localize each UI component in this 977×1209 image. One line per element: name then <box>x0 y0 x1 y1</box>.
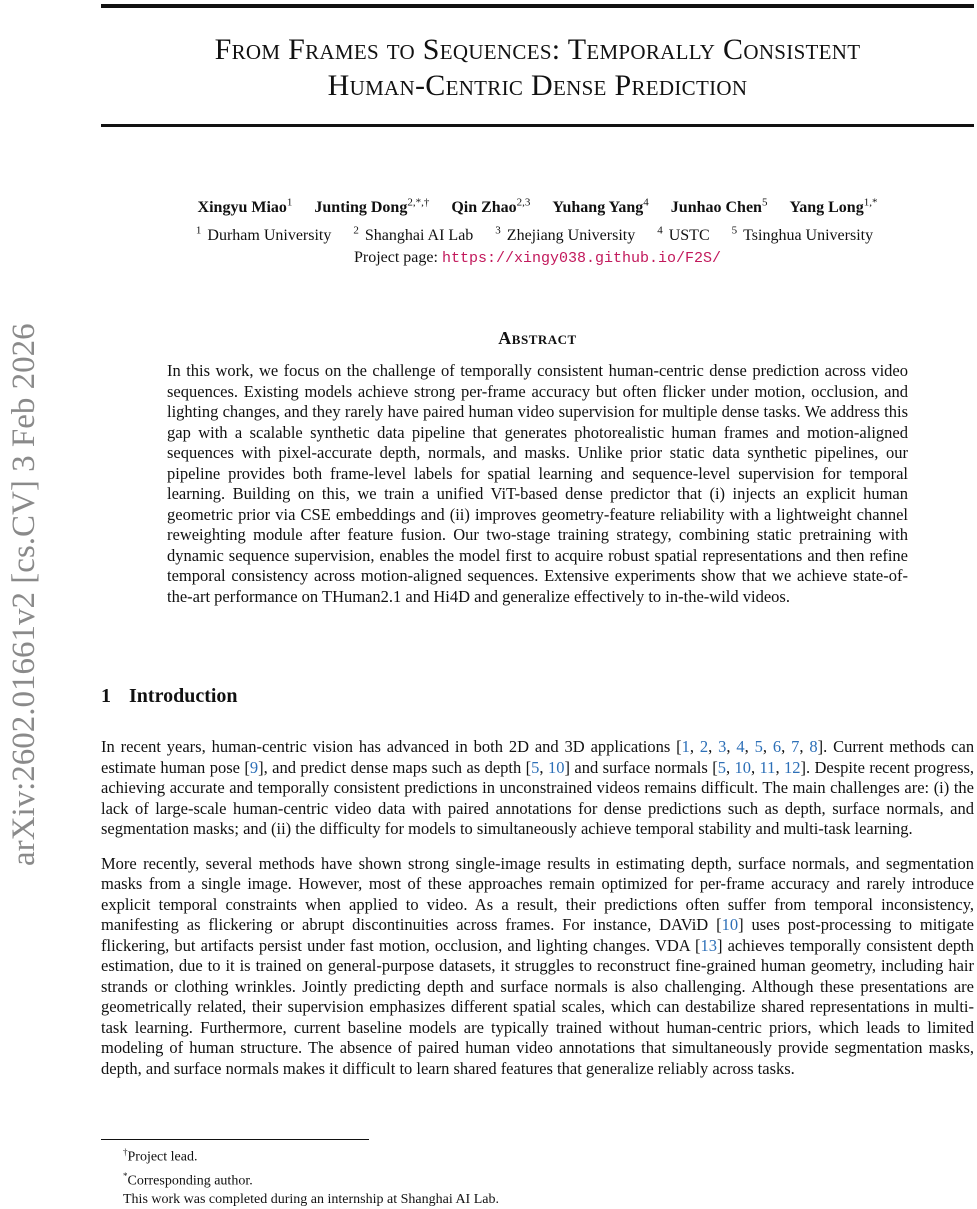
abstract-heading: Abstract <box>498 328 577 348</box>
paragraph: In recent years, human-centric vision has advanced in both 2D and 3D applications [1, 2, 3, 4, 5, 6, 7, 8]. Current methods can estimate human pose [9], and predict dense maps such as depth [5, 10] and surface normals [5, 10, 11, 12]. Despite recent progress, achieving accurate and temporally consistent predictions in unconstrained videos remains difficult. The main challenges are: (i) the lack of large-scale human-centric video data with paired annotations for dense predictions such as depth, surface normals, and segmentation masks; and (ii) the difficulty for models to simultaneously achieve temporal stability and multi-task learning. <box>101 737 975 838</box>
title-line-1: From Frames to Sequences: Temporally Consistent <box>214 33 861 66</box>
citation-link[interactable]: 3 <box>718 737 727 756</box>
introduction-body <box>101 737 974 1092</box>
author-names <box>101 192 974 219</box>
paragraph: More recently, several methods have shown strong single-image results in estimating depth, surface normals, and segmentation masks from a single image. However, most of these approaches remain optimized for per-frame accuracy and rarely introduce explicit temporal constraints when applied to video. As a result, their predictions often suffer from temporal inconsistency, manifesting as flickering or abrupt discontinuities across frames. For instance, DAViD [10] uses post-processing to mitigate flickering, but artifacts persist under fast motion, occlusion, and lighting changes. VDA [13] achieves temporally consistent depth estimation, due to it is trained on general-purpose datasets, it struggles to reconstruct fine-grained human geometry, including hair strands or clothing wrinkles. Jointly predicting depth and surface normals is also challenging. Although these presentations are geometrically related, their supervision emphasizes different spatial scales, which can destabilize shared representations in multi-task learning. Furthermore, current baseline models are typically trained without human-centric priors, which leads to limited modeling of human structure. The absence of paired human video annotations that simultaneously provide segmentation masks, depth, and surface normals makes it difficult to learn shared features that generalize reliably across tasks. <box>101 853 974 1078</box>
author-name: Junhao Chen$^5$ <box>670 197 768 217</box>
affiliation: $^2$ Shanghai AI Lab <box>353 224 474 244</box>
citation-link[interactable]: 1 <box>681 737 690 756</box>
citation-link[interactable]: 2 <box>699 737 709 756</box>
author-name: Yuhang Yang$^4$ <box>552 197 649 217</box>
citation-link[interactable]: 5 <box>531 757 540 777</box>
citation-link[interactable]: 6 <box>772 737 782 756</box>
section-heading-introduction <box>101 685 238 708</box>
affiliation: $^4$ USTC <box>657 224 710 244</box>
footnote: †Project lead. <box>123 1147 198 1165</box>
title-bottom-rule <box>101 124 974 127</box>
citation-link[interactable]: 7 <box>791 737 800 756</box>
author-block <box>101 192 974 270</box>
paper-title <box>101 32 974 104</box>
citation-link[interactable]: 8 <box>809 737 818 756</box>
author-name: Junting Dong$^{2,*,\dagger}$ <box>314 197 430 217</box>
section-number: 1 <box>101 685 111 707</box>
project-page-link[interactable]: https://xingy038.github.io/F2S/ <box>441 249 721 267</box>
footnotes <box>123 1143 499 1209</box>
title-line-2: Human-Centric Dense Prediction <box>327 69 748 102</box>
project-page-label: Project page: <box>353 248 438 266</box>
author-name: Qin Zhao$^{2,3}$ <box>451 197 531 217</box>
citation-link[interactable]: 11 <box>759 757 776 777</box>
title-top-rule <box>101 4 974 8</box>
footnote-rule <box>101 1139 369 1140</box>
footnote: *Corresponding author. <box>123 1170 253 1189</box>
citation-link[interactable]: 10 <box>734 757 751 777</box>
citation-link[interactable]: 4 <box>736 737 745 756</box>
affiliation: $^1$ Durham University <box>195 224 332 244</box>
citation-link[interactable]: 13 <box>700 935 717 955</box>
citation-link[interactable]: 5 <box>754 737 763 756</box>
citation-link[interactable]: 10 <box>547 757 565 777</box>
project-page <box>101 247 974 270</box>
author-name: Yang Long$^{1,*}$ <box>789 197 878 217</box>
affiliations <box>101 219 974 246</box>
abstract-text: In this work, we focus on the challenge of temporally consistent human-centric dense prediction across video sequences. Existing models achieve strong per-frame accuracy but often flicker under motion, occlusion, and lighting changes, and they rarely have paired human video supervision for multiple dense tasks. We address this gap with a scalable synthetic data pipeline that generates photorealistic human frames and motion-aligned sequences with pixel-accurate depth, normals, and masks. Unlike prior static data synthetic pipelines, our pipeline provides both frame-level labels for spatial learning and sequence-level supervision for temporal learning. Building on this, we train a unified ViT-based dense predictor that (i) injects an explicit human geometric prior via CSE embeddings and (ii) improves geometry-feature reliability with a lightweight channel reweighting module after feature fusion. Our two-stage training strategy, combining static pretraining with dynamic sequence supervision, enables the model first to acquire robust spatial representations and then refine temporal consistency across motion-aligned sequences. Extensive experiments show that we achieve state-of-the-art performance on THuman2.1 and Hi4D and generalize effectively to in-the-wild videos. <box>167 361 908 606</box>
citation-link[interactable]: 9 <box>249 757 259 777</box>
citation-link[interactable]: 10 <box>721 915 739 934</box>
section-title: Introduction <box>129 685 238 707</box>
citation-link[interactable]: 12 <box>783 757 801 777</box>
affiliation: $^5$ Tsinghua University <box>731 224 874 244</box>
affiliation: $^3$ Zhejiang University <box>495 224 636 244</box>
author-name: Xingyu Miao$^1$ <box>197 197 293 217</box>
footnote: This work was completed during an internship at Shanghai AI Lab. <box>123 1192 499 1208</box>
citation-link[interactable]: 5 <box>717 757 726 777</box>
arxiv-sidebar-id: arXiv:2602.01661v2 [cs.CV] 3 Feb 2026 <box>6 323 42 867</box>
